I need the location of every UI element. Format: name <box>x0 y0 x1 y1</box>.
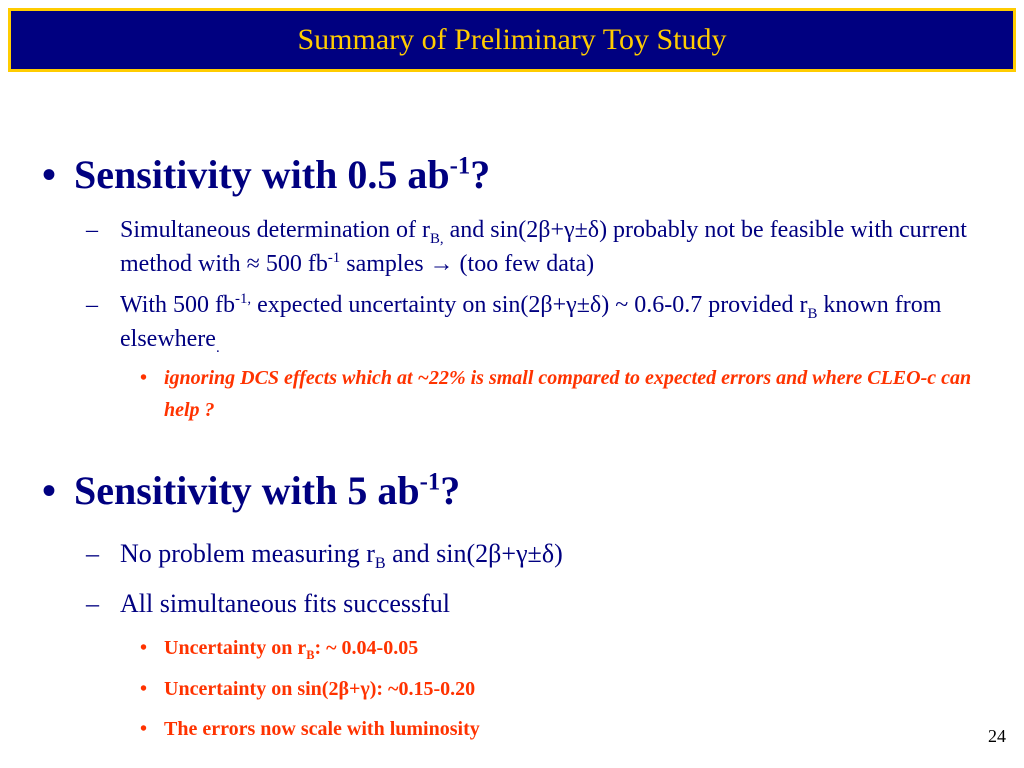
section1-item-1: – Simultaneous determination of $r_{B,}$ and sin(2β+γ±δ) probably not be feasible with current method with ≈ 500 $fb^{-1}$ samples → (too few data) <box>86 213 1006 281</box>
section-heading-1: • Sensitivity with 0.5 $ab^{-1}$? <box>42 152 491 197</box>
slide-title: Summary of Preliminary Toy Study <box>297 23 727 56</box>
section1-note: • ignoring DCS effects which at ~22% is small compared to expected errors and where CLEO-c can help ? <box>140 362 1000 426</box>
section2-sub-3: • The errors now scale with luminosity <box>140 713 1000 745</box>
bullet: • <box>42 468 57 513</box>
dash-marker: – <box>86 539 99 568</box>
dash-marker: – <box>86 292 98 318</box>
section2-item-2: – All simultaneous fits successful <box>86 587 1006 621</box>
section2-sub-2: • Uncertainty on sin(2β+γ): ~0.15-0.20 <box>140 673 1000 705</box>
bullet: • <box>140 367 148 389</box>
bullet: • <box>140 678 148 700</box>
dash-marker: – <box>86 589 99 618</box>
section1-item-2: – With 500 $fb^{-1,}$ expected uncertainty on sin(2β+γ±δ) ~ 0.6-0.7 provided $r_B$ known from elsewhere$_.$ <box>86 288 1006 356</box>
bullet: • <box>42 152 57 197</box>
section-heading-2: • Sensitivity with 5 $ab^{-1}$? <box>42 468 461 513</box>
section2-sub-1: • Uncertainty on $r_B$: ~ 0.04-0.05 <box>140 632 1000 664</box>
bullet: • <box>140 718 148 740</box>
dash-marker: – <box>86 217 98 243</box>
title-bar <box>8 8 1016 72</box>
page-number: 24 <box>988 726 1006 746</box>
section2-item-1: – No problem measuring $r_B$ and sin(2β+γ±δ) <box>86 539 563 573</box>
bullet: • <box>140 637 148 659</box>
